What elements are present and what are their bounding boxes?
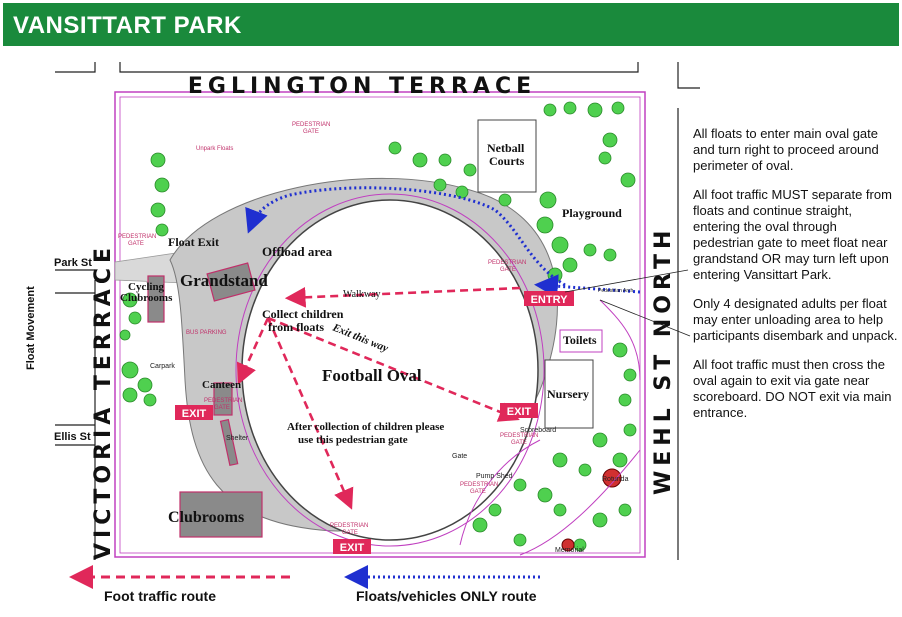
label-football-oval: Football Oval	[322, 366, 422, 385]
label-collect-2: from floats	[268, 320, 325, 334]
exit-badge-bottom-label: EXIT	[339, 542, 365, 554]
label-pedestrian-arch: Pedestrian Arch	[598, 288, 634, 294]
exit-badge-left-label: EXIT	[181, 408, 207, 420]
note-3: Only 4 designated adults per float may enter unloading area to help participants disembark and unpack.	[693, 296, 898, 343]
label-canteen: Canteen	[202, 379, 242, 391]
label-walkway: Walkway	[343, 289, 381, 300]
instructions-panel	[693, 126, 898, 434]
label-unpark-floats: Unpark Floats	[196, 146, 234, 152]
label-ped-gate-canteen-1: PEDESTRIAN	[204, 398, 243, 404]
label-ped-gate-pump-2: GATE	[470, 489, 486, 495]
label-shelter: Shelter	[226, 435, 249, 442]
exit-badge-right-label: EXIT	[506, 406, 532, 418]
note-4: All foot traffic must then cross the oval again to exit via gate near scoreboard. DO NOT exit via main entrance.	[693, 357, 892, 420]
label-grandstand: Grandstand	[180, 271, 268, 290]
street-eglington-terrace: EGLINGTON TERRACE	[187, 74, 537, 99]
label-toilets: Toilets	[563, 333, 597, 347]
label-carpark: Carpark	[150, 363, 175, 370]
label-scoreboard: Scoreboard	[520, 427, 557, 434]
label-after-collection-1: After collection of children please	[287, 421, 445, 433]
label-float-exit: Float Exit	[168, 235, 219, 249]
label-offload-area: Offload area	[262, 244, 333, 259]
label-netball: Netball	[487, 141, 525, 155]
label-ped-gate-bottom-1: PEDESTRIAN	[330, 523, 369, 529]
label-ped-gate-left-2: GATE	[128, 241, 144, 247]
label-ped-gate-top-2: GATE	[303, 129, 319, 135]
street-ellis-st: Ellis St	[54, 431, 91, 443]
float-movement-label: Float Movement	[25, 286, 37, 370]
label-pump-shed: Pump Shed	[476, 473, 513, 480]
exit-badge-bottom	[333, 539, 371, 554]
label-gate: Gate	[452, 453, 468, 460]
note-1: All floats to enter main oval gate and turn right to proceed around perimeter of oval.	[693, 126, 879, 173]
exit-badge-right	[500, 403, 538, 418]
label-rotunda: Rotunda	[602, 476, 629, 483]
page-title: VANSITTART PARK	[13, 12, 242, 39]
label-ped-gate-scoreboard-2: GATE	[511, 440, 527, 446]
entry-badge	[524, 291, 574, 306]
label-ped-gate-left-1: PEDESTRIAN	[118, 234, 157, 240]
label-ped-gate-canteen-2: GATE	[214, 405, 230, 411]
street-park-st: Park St	[54, 257, 92, 269]
label-nursery: Nursery	[547, 387, 589, 401]
label-clubrooms: Clubrooms	[168, 509, 245, 526]
label-ped-gate-pump-1: PEDESTRIAN	[460, 482, 499, 488]
label-ped-gate-right-1: PEDESTRIAN	[488, 260, 527, 266]
entry-badge-label: ENTRY	[530, 294, 568, 306]
label-bus-parking: BUS PARKING	[186, 330, 227, 336]
street-wehl-st-north: WEHL ST NORTH	[651, 225, 676, 495]
note-2: All foot traffic MUST separate from floats and continue straight, entering the oval through pedestrian gate to meet float near grandstand OR may turn left upon entering Vansittart Park.	[693, 187, 892, 282]
label-exit-this-way: Exit this way	[330, 321, 390, 355]
label-ped-gate-top-1: PEDESTRIAN	[292, 122, 331, 128]
label-playground: Playground	[562, 206, 622, 220]
street-victoria-terrace: VICTORIA TERRACE	[91, 243, 116, 560]
exit-badge-left	[175, 405, 213, 420]
legend-foot-label: Foot traffic route	[104, 588, 216, 604]
label-ped-gate-right-2: GATE	[500, 267, 516, 273]
label-memorial: Memorial	[555, 547, 584, 554]
label-courts: Courts	[489, 154, 525, 168]
label-ped-gate-scoreboard-1: PEDESTRIAN	[500, 433, 539, 439]
label-cycling: Cycling	[128, 281, 165, 293]
legend-float-label: Floats/vehicles ONLY route	[356, 588, 537, 604]
label-collect-1: Collect children	[262, 307, 344, 321]
label-cycling-clubrooms: Clubrooms	[120, 292, 173, 304]
label-after-collection-2: use this pedestrian gate	[298, 434, 408, 446]
label-ped-gate-bottom-2: GATE	[342, 530, 358, 536]
